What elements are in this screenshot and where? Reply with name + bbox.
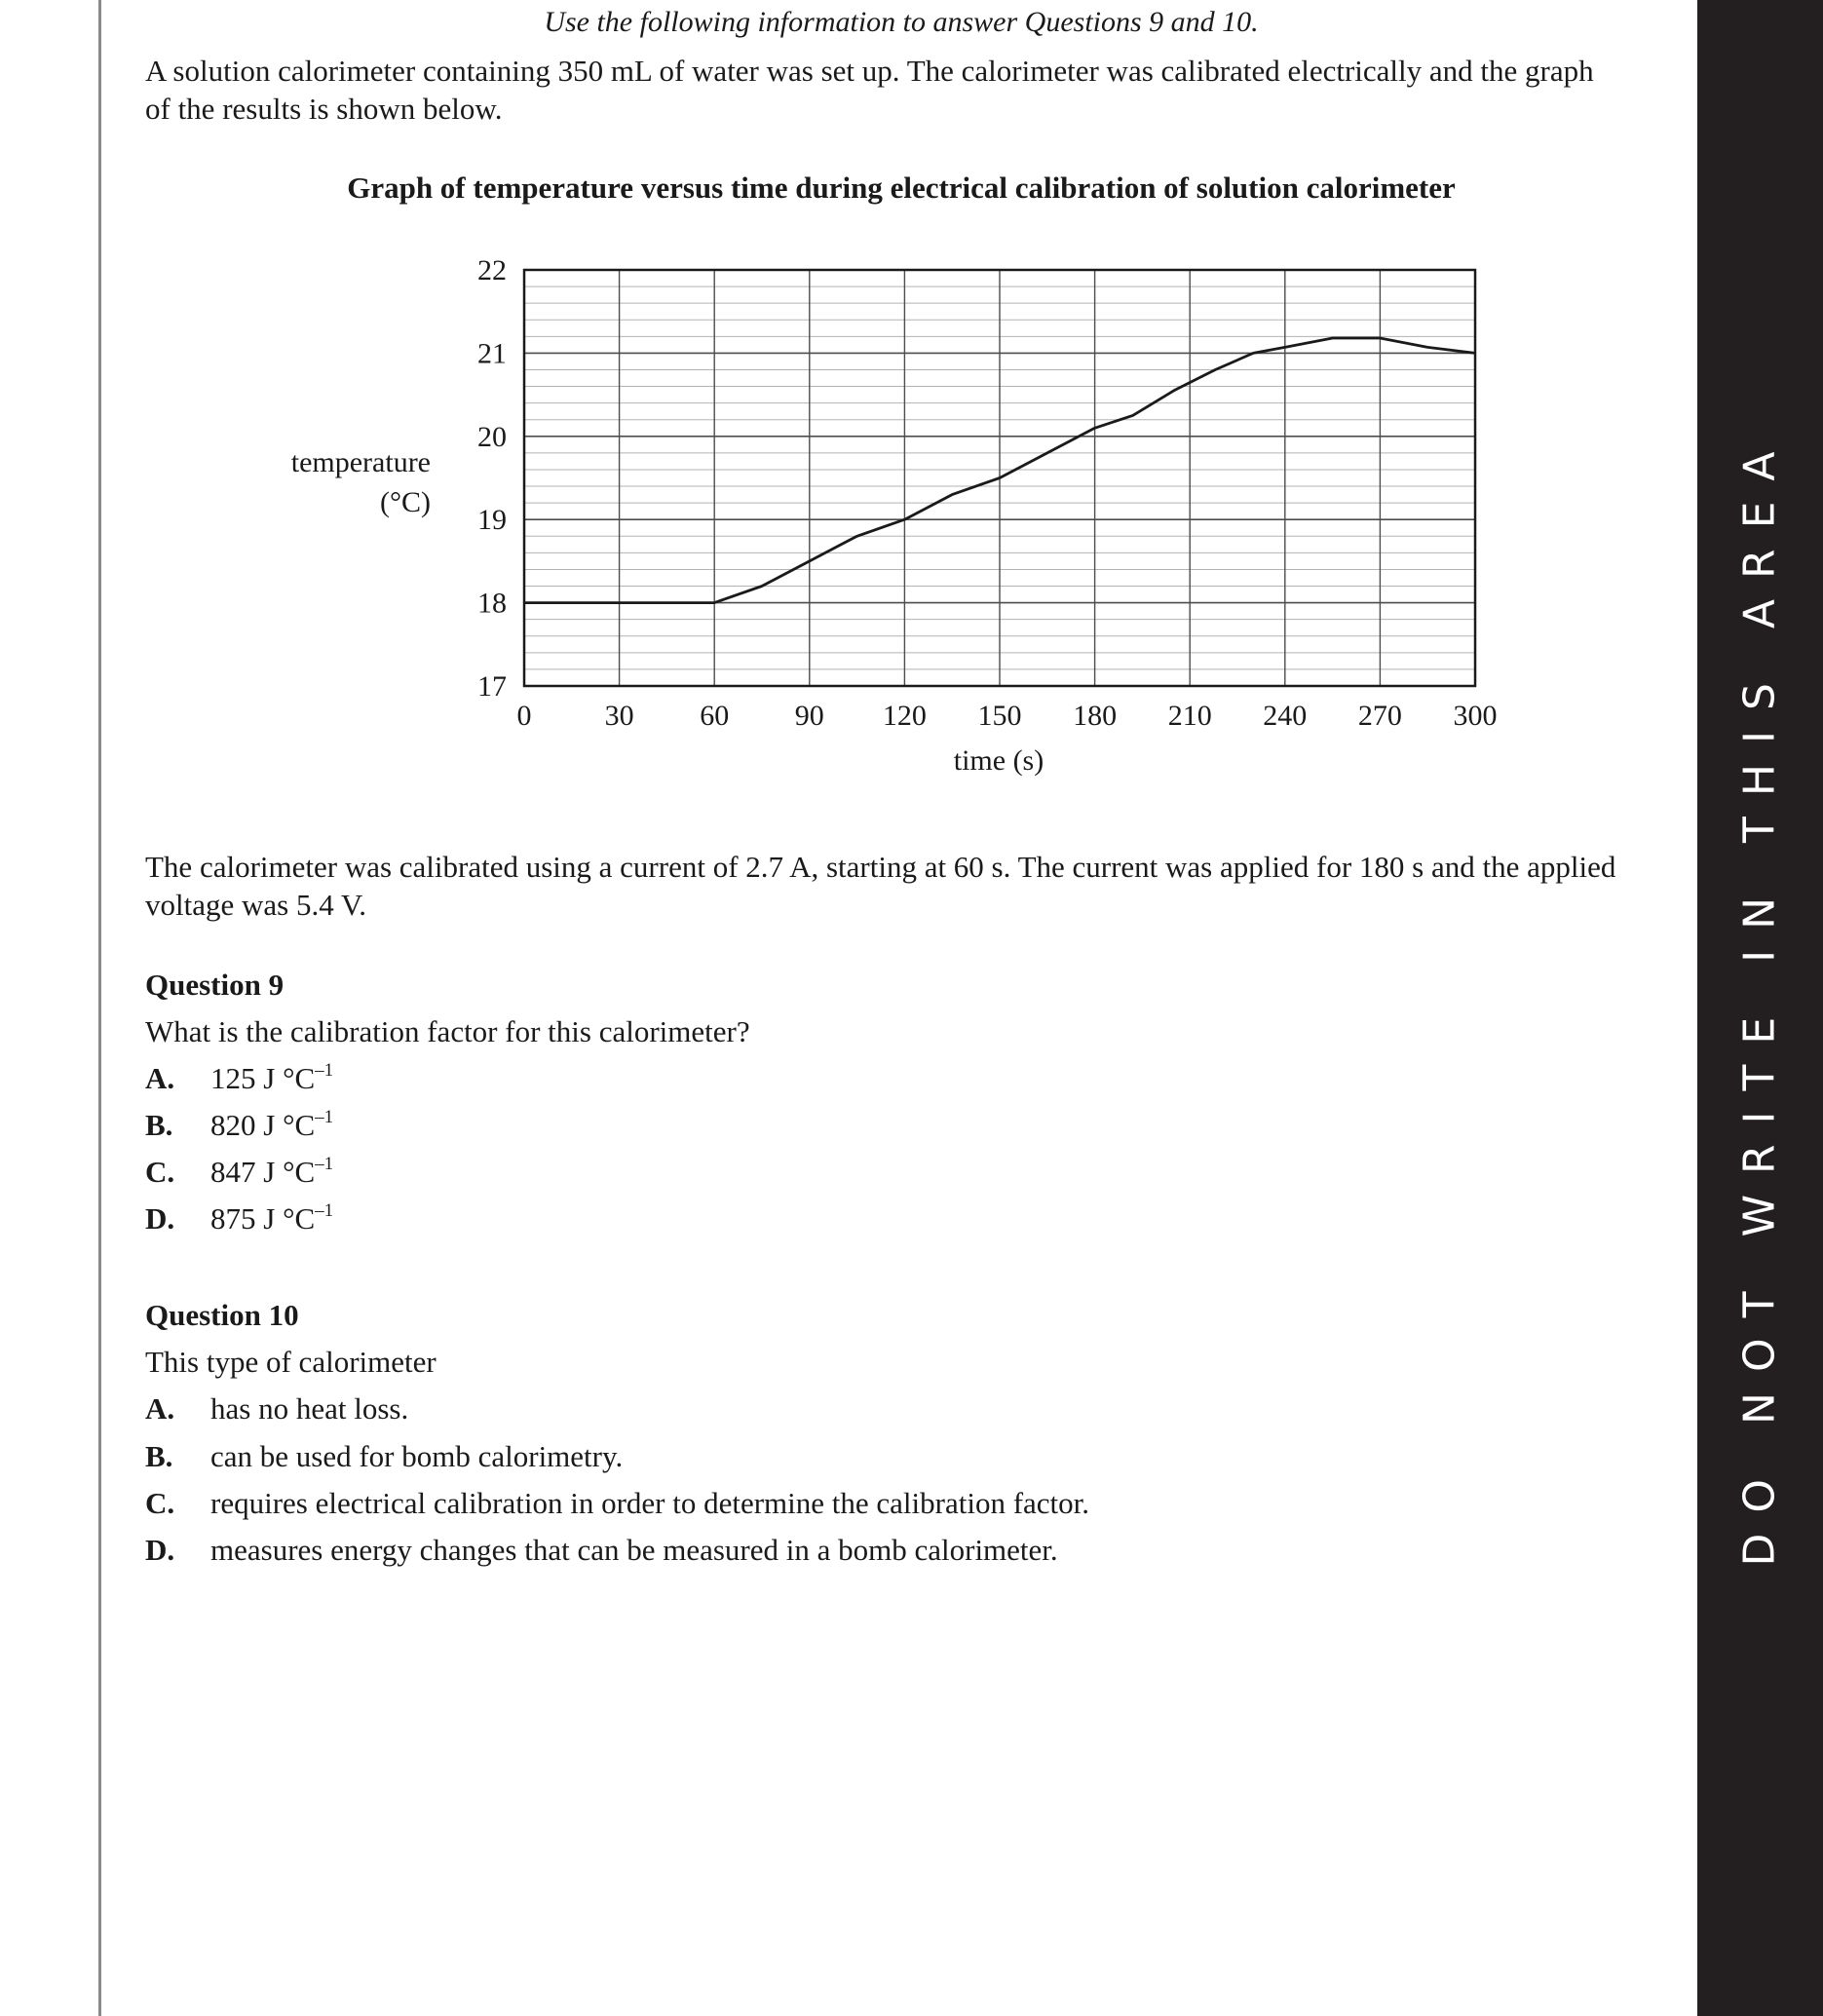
x-tick-label: 300	[1453, 700, 1498, 732]
x-tick-label: 240	[1263, 700, 1308, 732]
temperature-time-chart	[0, 234, 1559, 789]
margin-warning: DO NOT WRITE IN THIS AREA	[1734, 431, 1785, 1567]
y-tick-label: 18	[477, 587, 507, 620]
y-tick-label: 22	[477, 254, 507, 286]
x-tick-label: 180	[1073, 700, 1118, 732]
question-10-option-c[interactable]: C. requires electrical calibration in order to determine the calibration factor.	[145, 1486, 1090, 1520]
x-tick-label: 90	[794, 700, 824, 732]
y-tick-label: 19	[477, 504, 507, 537]
y-tick-label: 21	[477, 337, 507, 370]
question-10-option-d[interactable]: D. measures energy changes that can be measured in a bomb calorimeter.	[145, 1533, 1058, 1567]
question-9-heading: Question 9	[145, 968, 285, 1002]
x-tick-label: 30	[604, 700, 634, 732]
setup-paragraph: A solution calorimeter containing 350 mL of water was set up. The calorimeter was calibrated electrically and the graph of the results is shown below.	[145, 54, 1594, 126]
question-10-heading: Question 10	[145, 1298, 299, 1332]
x-tick-label: 60	[700, 700, 730, 732]
x-tick-label: 270	[1357, 700, 1402, 732]
x-tick-label: 210	[1167, 700, 1212, 732]
chart-title: Graph of temperature versus time during electrical calibration of solution calorimeter	[347, 171, 1456, 205]
question-9-option-b[interactable]: B. 820 J $^\circ C^{-1}$	[145, 1106, 334, 1142]
intro-instruction: Use the following information to answer Questions 9 and 10.	[544, 6, 1259, 38]
question-9-option-d[interactable]: D. 875 J $^\circ C^{-1}$	[145, 1199, 334, 1236]
x-tick-label: 150	[977, 700, 1022, 732]
question-10-stem: This type of calorimeter	[145, 1345, 437, 1379]
question-9-option-a[interactable]: A. 125 J $^\circ C^{-1}$	[145, 1059, 334, 1095]
y-axis-label: temperature	[290, 446, 431, 478]
x-tick-label: 120	[882, 700, 927, 732]
question-9-option-c[interactable]: C. 847 J $^\circ C^{-1}$	[145, 1153, 334, 1189]
x-axis-label: time (s)	[953, 744, 1044, 777]
y-tick-labels	[477, 254, 507, 703]
y-tick-label: 20	[477, 420, 507, 453]
question-9-stem: What is the calibration factor for this calorimeter?	[145, 1014, 750, 1048]
x-tick-label: 0	[516, 700, 532, 732]
calibration-paragraph: The calorimeter was calibrated using a current of 2.7 A, starting at 60 s. The current was applied for 180 s and the applied voltage was 5.4 V.	[145, 850, 1616, 922]
question-10-option-a[interactable]: A. has no heat loss.	[145, 1391, 409, 1426]
x-tick-labels	[517, 700, 1498, 732]
question-10-option-b[interactable]: B. can be used for bomb calorimetry.	[145, 1439, 624, 1473]
y-tick-label: 17	[477, 670, 507, 703]
y-axis-unit: (°C)	[380, 486, 431, 518]
